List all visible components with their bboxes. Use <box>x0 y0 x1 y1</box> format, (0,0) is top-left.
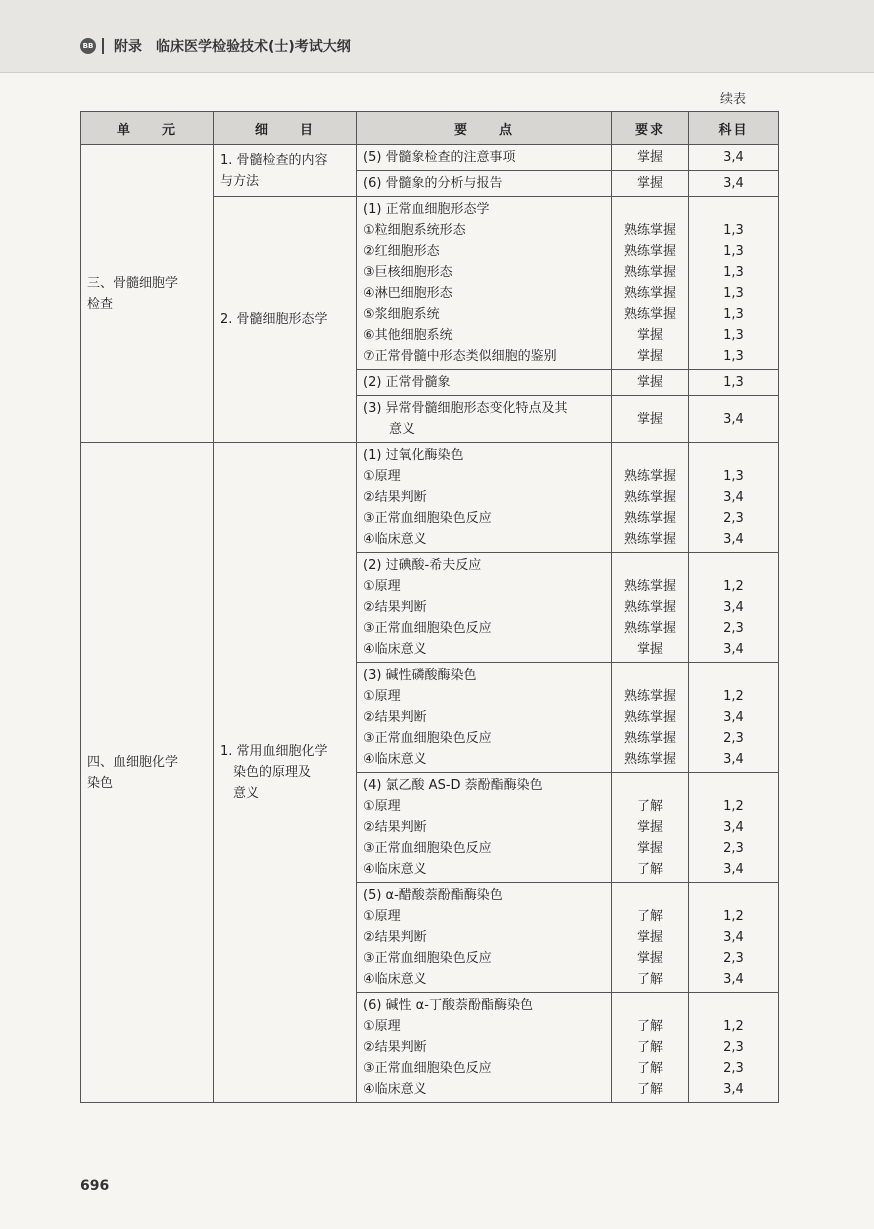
subject-value: 2,3 <box>723 841 744 856</box>
subject-value: 3,4 <box>723 752 744 767</box>
subject-value: 3,4 <box>723 642 744 657</box>
requirement-cell <box>612 443 689 553</box>
requirement-value: 熟练掌握 <box>623 689 676 704</box>
requirement-value: 了解 <box>636 1019 663 1034</box>
cell-line: (5) 骨髓象检查的注意事项 <box>363 150 516 165</box>
requirement-value: 熟练掌握 <box>623 579 676 594</box>
subject-cell <box>689 553 779 663</box>
cell-line: 意义 <box>220 786 260 801</box>
cell-line: ②结果判断 <box>363 490 427 505</box>
requirement-value: 熟练掌握 <box>623 469 676 484</box>
col-header-unit: 单 元 <box>81 112 214 145</box>
cell-line: 意义 <box>363 422 416 437</box>
subject-value: 1,3 <box>723 244 744 259</box>
cell-line: (2) 过碘酸-希夫反应 <box>363 558 482 573</box>
cell-line: 1. 骨髓检查的内容 <box>220 152 328 168</box>
cell-line: ②结果判断 <box>363 930 427 945</box>
points-cell <box>357 553 612 663</box>
syllabus-table <box>80 111 779 1103</box>
cell-line: ③巨核细胞形态 <box>363 265 453 280</box>
cell-line: ①原理 <box>363 909 401 924</box>
requirement-value: 熟练掌握 <box>623 223 676 238</box>
points-cell <box>357 396 612 443</box>
points-cell <box>357 773 612 883</box>
subject-value: 1,3 <box>723 265 744 280</box>
points-cell <box>357 370 612 396</box>
requirement-value: 熟练掌握 <box>623 621 676 636</box>
requirement-value: 掌握 <box>636 841 663 856</box>
points-cell <box>357 663 612 773</box>
subject-cell <box>689 370 779 396</box>
requirement-value: 熟练掌握 <box>623 286 676 301</box>
requirement-value: 掌握 <box>636 951 663 966</box>
subject-value: 2,3 <box>723 1061 744 1076</box>
requirement-value: 了解 <box>636 1061 663 1076</box>
requirement-cell <box>612 396 689 443</box>
requirement-value: 熟练掌握 <box>623 511 676 526</box>
cell-line: 三、骨髓细胞学 <box>87 275 179 291</box>
subject-value: 3,4 <box>723 862 744 877</box>
cell-line: (2) 正常骨髓象 <box>363 375 451 390</box>
requirement-value: 掌握 <box>636 642 663 657</box>
requirement-value: 了解 <box>636 799 663 814</box>
subject-value: 3,4 <box>723 532 744 547</box>
subject-cell <box>689 443 779 553</box>
cell-line: ④临床意义 <box>363 1082 427 1097</box>
requirement-value: 熟练掌握 <box>623 244 676 259</box>
table-header-row <box>81 112 779 145</box>
cell-line: 3,4 <box>723 411 744 427</box>
cell-line: 四、血细胞化学 <box>87 754 179 770</box>
subject-cell <box>689 197 779 370</box>
table-row <box>81 443 779 553</box>
cell-line: 掌握 <box>636 411 663 427</box>
header-section: 附录 <box>114 39 142 55</box>
requirement-value: 了解 <box>636 972 663 987</box>
cell-line: ①粒细胞系统形态 <box>363 223 466 238</box>
cell-line: 与方法 <box>220 173 260 189</box>
cell-line: ③正常血细胞染色反应 <box>363 841 492 856</box>
cell-line: ①原理 <box>363 799 401 814</box>
subject-value: 2,3 <box>723 511 744 526</box>
cell-line: ①原理 <box>363 1019 401 1034</box>
cell-line: ③正常血细胞染色反应 <box>363 951 492 966</box>
points-cell <box>357 993 612 1103</box>
requirement-value: 掌握 <box>636 150 663 165</box>
requirement-value: 掌握 <box>636 820 663 835</box>
col-header-requirement: 要求 <box>612 112 689 145</box>
subject-value: 1,3 <box>723 286 744 301</box>
header-title: 临床医学检验技术(士)考试大纲 <box>156 39 351 55</box>
points-cell <box>357 171 612 197</box>
cell-line: (6) 骨髓象的分析与报告 <box>363 176 503 191</box>
cell-line: ④临床意义 <box>363 642 427 657</box>
cell-line: (5) α-醋酸萘酚酯酶染色 <box>363 888 503 903</box>
subject-value: 3,4 <box>723 600 744 615</box>
cell-line: ③正常血细胞染色反应 <box>363 731 492 746</box>
requirement-value: 掌握 <box>636 176 663 191</box>
cell-line: ①原理 <box>363 689 401 704</box>
table-row <box>81 145 779 171</box>
subject-value: 2,3 <box>723 621 744 636</box>
section-badge-icon: BB <box>80 38 96 54</box>
subject-value: 2,3 <box>723 951 744 966</box>
cell-line: 1. 常用血细胞化学 <box>220 744 328 759</box>
subject-value: 1,2 <box>723 1019 744 1034</box>
cell-line: (3) 碱性磷酸酶染色 <box>363 668 477 683</box>
cell-line: ③正常血细胞染色反应 <box>363 511 492 526</box>
requirement-value: 掌握 <box>636 375 663 390</box>
cell-line: (3) 异常骨髓细胞形态变化特点及其 <box>363 401 568 416</box>
subject-value: 1,3 <box>723 375 744 390</box>
cell-line: 染色的原理及 <box>220 765 312 780</box>
subject-cell <box>689 773 779 883</box>
subject-value: 3,4 <box>723 710 744 725</box>
subject-cell <box>689 145 779 171</box>
requirement-value: 熟练掌握 <box>623 710 676 725</box>
cell-line: (1) 正常血细胞形态学 <box>363 202 490 217</box>
requirement-value: 掌握 <box>636 328 663 343</box>
subject-value: 2,3 <box>723 731 744 746</box>
requirement-value: 熟练掌握 <box>623 752 676 767</box>
cell-line: ⑤浆细胞系统 <box>363 307 440 322</box>
subject-cell <box>689 663 779 773</box>
requirement-value: 掌握 <box>636 930 663 945</box>
cell-line: ④临床意义 <box>363 972 427 987</box>
requirement-cell <box>612 883 689 993</box>
unit-cell <box>81 145 214 443</box>
requirement-cell <box>612 197 689 370</box>
subject-value: 1,3 <box>723 328 744 343</box>
cell-line: ③正常血细胞染色反应 <box>363 1061 492 1076</box>
col-header-points: 要 点 <box>357 112 612 145</box>
cell-line: 2. 骨髓细胞形态学 <box>220 312 328 327</box>
requirement-value: 掌握 <box>636 349 663 364</box>
subject-value: 2,3 <box>723 1040 744 1055</box>
requirement-value: 熟练掌握 <box>623 265 676 280</box>
cell-line: ④临床意义 <box>363 532 427 547</box>
subject-value: 3,4 <box>723 1082 744 1097</box>
cell-line: ②结果判断 <box>363 820 427 835</box>
subject-value: 3,4 <box>723 820 744 835</box>
requirement-cell <box>612 145 689 171</box>
col-header-detail: 细 目 <box>214 112 357 145</box>
running-header <box>0 0 874 73</box>
requirement-value: 了解 <box>636 862 663 877</box>
requirement-value: 了解 <box>636 909 663 924</box>
cell-line: ⑦正常骨髓中形态类似细胞的鉴别 <box>363 349 557 364</box>
cell-line: 染色 <box>87 775 114 791</box>
requirement-cell <box>612 773 689 883</box>
subject-value: 1,3 <box>723 223 744 238</box>
requirement-value: 熟练掌握 <box>623 490 676 505</box>
subject-value: 1,2 <box>723 689 744 704</box>
cell-line: ②结果判断 <box>363 710 427 725</box>
detail-cell <box>214 443 357 1103</box>
detail-cell <box>214 145 357 197</box>
subject-cell <box>689 883 779 993</box>
requirement-value: 熟练掌握 <box>623 731 676 746</box>
points-cell <box>357 145 612 171</box>
col-header-subject: 科目 <box>689 112 779 145</box>
unit-cell <box>81 443 214 1103</box>
page-number: 696 <box>80 1178 110 1194</box>
cell-line: ④淋巴细胞形态 <box>363 286 453 301</box>
subject-value: 1,3 <box>723 349 744 364</box>
subject-value: 3,4 <box>723 972 744 987</box>
requirement-value: 熟练掌握 <box>623 307 676 322</box>
requirement-cell <box>612 370 689 396</box>
subject-cell <box>689 171 779 197</box>
detail-cell <box>214 197 357 443</box>
cell-line: 检查 <box>87 296 114 312</box>
points-cell <box>357 197 612 370</box>
continued-label: 续表 <box>720 92 747 107</box>
requirement-cell <box>612 171 689 197</box>
cell-line: ②结果判断 <box>363 1040 427 1055</box>
subject-cell <box>689 396 779 443</box>
requirement-value: 了解 <box>636 1082 663 1097</box>
cell-line: (1) 过氧化酶染色 <box>363 448 464 463</box>
cell-line: ⑥其他细胞系统 <box>363 328 453 343</box>
table-body <box>81 145 779 1103</box>
cell-line: ②红细胞形态 <box>363 244 440 259</box>
cell-line: ④临床意义 <box>363 752 427 767</box>
subject-value: 3,4 <box>723 930 744 945</box>
subject-value: 1,3 <box>723 307 744 322</box>
points-cell <box>357 883 612 993</box>
requirement-cell <box>612 993 689 1103</box>
subject-value: 1,2 <box>723 909 744 924</box>
subject-value: 1,2 <box>723 579 744 594</box>
subject-value: 3,4 <box>723 150 744 165</box>
subject-value: 1,3 <box>723 469 744 484</box>
requirement-value: 了解 <box>636 1040 663 1055</box>
requirement-cell <box>612 553 689 663</box>
cell-line: ②结果判断 <box>363 600 427 615</box>
requirement-value: 熟练掌握 <box>623 532 676 547</box>
subject-value: 1,2 <box>723 799 744 814</box>
requirement-value: 熟练掌握 <box>623 600 676 615</box>
cell-line: ①原理 <box>363 579 401 594</box>
cell-line: (6) 碱性 α-丁酸萘酚酯酶染色 <box>363 998 533 1013</box>
cell-line: (4) 氯乙酸 AS-D 萘酚酯酶染色 <box>363 778 543 793</box>
subject-cell <box>689 993 779 1103</box>
points-cell <box>357 443 612 553</box>
header-divider <box>102 38 104 54</box>
cell-line: ①原理 <box>363 469 401 484</box>
cell-line: ④临床意义 <box>363 862 427 877</box>
subject-value: 3,4 <box>723 176 744 191</box>
requirement-cell <box>612 663 689 773</box>
cell-line: ③正常血细胞染色反应 <box>363 621 492 636</box>
subject-value: 3,4 <box>723 490 744 505</box>
